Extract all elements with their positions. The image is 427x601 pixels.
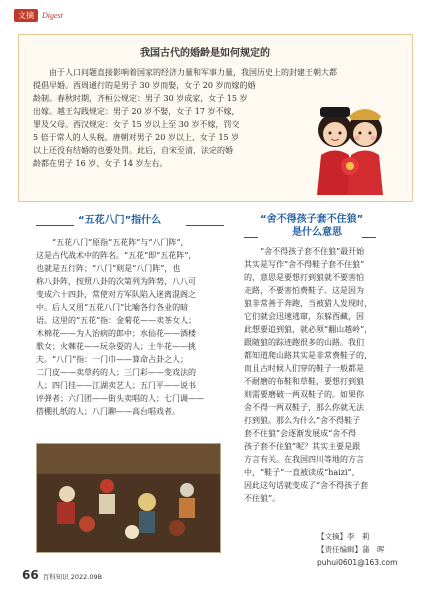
left-text-line: 搭棚扎纸的人；八门聊——高台唱戏者。 [36, 407, 180, 416]
top-text-line: 提倡早婚。西周通行的是男子 30 岁而娶，女子 20 岁而嫁的婚 [33, 81, 256, 90]
credits [317, 530, 417, 569]
left-text-line: 中。后人又用“五花八门”比喻各行各业的暗 [36, 303, 189, 312]
left-title-rule-left [36, 225, 74, 226]
right-article-subtitle: 是什么意思 [292, 227, 342, 238]
left-text-line: 评弹者；六门团——街头卖唱的人；七门调—— [36, 394, 204, 403]
left-text-line: 二门皮——卖草药的人；三门彩——变戏法的 [36, 368, 196, 377]
left-text-line: 夫。“八门”指：一门巾——算命占卦之人； [36, 355, 189, 364]
left-text-line: 歌女；火棘花——玩杂耍的人；土牛花——挑 [36, 342, 196, 351]
right-title-rule-left [244, 237, 258, 238]
wedding-couple-illustration [303, 100, 398, 195]
left-text-line: 变成六十四卦，常使对方军队陷入迷离混阁之 [36, 290, 196, 299]
right-text-line: 走路，不要害怕费鞋子。这是因为 [244, 286, 364, 295]
left-text-line: “五花八门”原指“五花阵”与“八门阵”， [52, 238, 189, 247]
magazine-issue: 百科知识 2022.09B [42, 573, 103, 581]
right-text-line: 舍不得一两双鞋子，那么你就无法 [244, 403, 364, 412]
top-text-line: 出嫁。越王勾践规定：男子 20 岁不娶，女子 17 岁不嫁， [33, 107, 240, 116]
right-text-line: 因此这句话就变成了“舍不得孩子套 [244, 481, 369, 490]
right-text-line: 孩子套不住狼”呢？其实主要是跟 [244, 442, 361, 451]
right-text-line: 跟随狼的踪迹跑很多的山路。我们 [244, 338, 364, 347]
top-text-line: 罪及父母。西汉规定：女子 15 岁以上至 30 岁不嫁，罚交 [33, 120, 240, 129]
page-number: 66 [22, 568, 39, 582]
section-header [14, 7, 63, 23]
right-text-line: 不耐磨的布鞋和草鞋，要想打到狼 [244, 377, 364, 386]
right-text-line: 不住狼”。 [244, 494, 281, 503]
page-footer [22, 568, 102, 582]
left-text-line: 也就是五行阵；“八门”则是“八门阵”，也 [36, 264, 181, 273]
right-text-line: 则需要磨破一两双鞋子的。如果你 [244, 390, 364, 399]
right-text-line: 此想要追到狼，就必须“翻山越岭”， [244, 325, 373, 334]
right-text-line: 狼非常善于奔跑，当被猎人发现时， [244, 299, 372, 308]
right-article-body [244, 245, 414, 505]
left-article-title: “五花八门”指什么 [78, 215, 162, 226]
top-article-title: 我国古代的婚龄是如何规定的 [140, 48, 270, 59]
right-article-title: “舍不得孩子套不住狼” [260, 214, 364, 225]
right-text-line: 它们就会迅速逃窜，东躲西藏，因 [244, 312, 364, 321]
credit-source: 【文摘】李 莉 [317, 532, 370, 541]
right-text-line: 的，意思是要想打到狼就不要害怕 [244, 273, 364, 282]
left-text-line: 称八卦阵，按照八卦的次第列为阵势，八八可 [36, 277, 196, 286]
left-text-line: 这是古代战术中的阵名。“五花”即“五花阵”， [36, 251, 197, 260]
section-english: Digest [42, 10, 63, 20]
credit-editor: 【责任编辑】蒲 晖 [317, 545, 385, 554]
right-title-rule-right [362, 237, 376, 238]
top-text-line: 由于人口问题直接影响着国家的经济力量和军事力量，我国历史上的封建王朝大都 [49, 68, 337, 77]
left-text-line: 人；四门挂——江湖卖艺人；五门平——说书 [36, 381, 196, 390]
top-text-line: 龄制。春秋时期，齐桓公规定：男子 30 岁成家，女子 15 岁 [33, 94, 248, 103]
right-text-line: 其实是写作“舍不得鞋子套不住狼” [244, 260, 365, 269]
right-text-line: 打到狼。那么为什么“舍不得鞋子 [244, 416, 361, 425]
left-article-body [36, 236, 226, 418]
right-text-line: 都知道爬山路其实是非常费鞋子的， [244, 351, 372, 360]
left-text-line: 木棉花——为人治病的郎中；水仙花——酒楼 [36, 329, 196, 338]
right-text-line: 方言有关。在我国四川等地的方言 [244, 455, 364, 464]
right-text-line: 而且古时候人们穿的鞋子一般都是 [244, 364, 364, 373]
right-text-line: 套不住狼”会逐渐发展成“舍不得 [244, 429, 357, 438]
top-text-line: 5 倍于常人的人头税。唐朝对男子 20 岁以上、女子 15 岁 [33, 133, 240, 142]
ancient-painting-image [36, 443, 221, 553]
top-text-line: 以上还没有结婚的也要处罚。此后，自宋至清，法定的婚 [33, 146, 233, 155]
top-text-line: 龄都在男子 16 岁、女子 14 岁左右。 [33, 159, 168, 168]
right-text-line: 中，“鞋子”一直被读成“haizi”， [244, 468, 360, 477]
section-tag: 文摘 [14, 9, 38, 22]
left-title-rule-right [186, 225, 224, 226]
left-text-line: 语。这里的“五花”指：金菊花——卖茶女人； [36, 316, 197, 325]
right-text-line: “舍不得孩子套不住狼”最开始 [260, 247, 365, 256]
credit-email: puhui0601@163.com [317, 558, 398, 567]
